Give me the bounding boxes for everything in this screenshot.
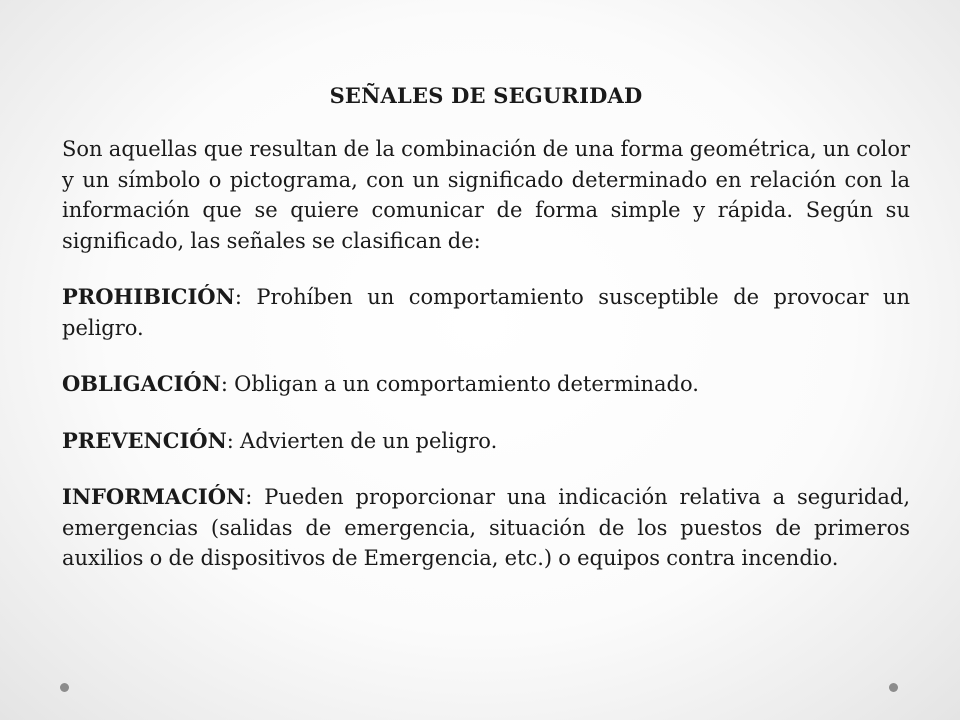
category-term: PROHIBICIÓN [62, 284, 235, 309]
category-informacion [62, 482, 910, 574]
category-obligacion [62, 369, 910, 400]
category-term: PREVENCIÓN [62, 427, 227, 453]
category-description: : Prohíben un comportamiento susceptible de provocar un peligro. [62, 285, 910, 340]
category-description: : Pueden proporcionar una indicación relativa a seguridad, emergencias (salidas de emergencia, situación de los puestos de primeros auxilios o de dispositivos de Emergencia, etc.) o equipos contra incendio. [62, 485, 910, 570]
slide-content [62, 78, 910, 574]
decorative-dot-right [889, 683, 898, 692]
intro-paragraph: Son aquellas que resultan de la combinación de una forma geométrica, un color y un símbolo o pictograma, con un significado determinado en relación con la información que se quiere comunicar de forma simple y rápida. Según su significado, las señales se clasifican de: [62, 137, 910, 253]
category-prevencion [62, 426, 910, 457]
category-prohibicion [62, 282, 910, 343]
category-term: INFORMACIÓN [62, 484, 246, 509]
slide-title: SEÑALES DE SEGURIDAD [329, 83, 643, 108]
category-term: OBLIGACIÓN [62, 371, 221, 396]
category-description: : Advierten de un peligro. [226, 428, 498, 453]
category-description: : Obligan a un comportamiento determinado. [220, 372, 699, 396]
decorative-dot-left [60, 683, 69, 692]
